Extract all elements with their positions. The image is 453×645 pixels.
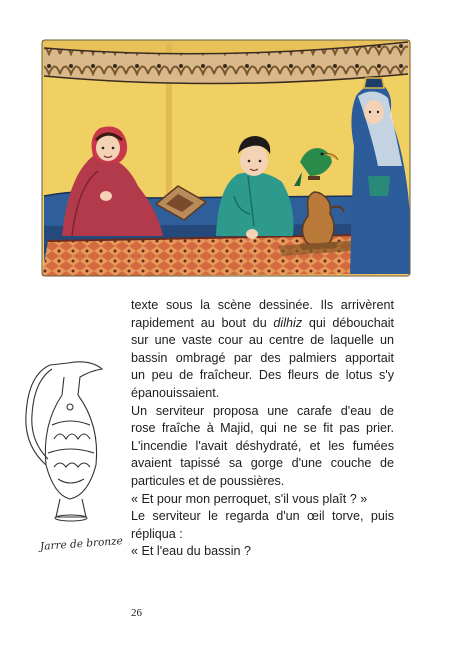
text-run: texte sous la scène dessinée. Ils arrivèrent (131, 298, 394, 312)
page-number: 26 (131, 607, 142, 619)
text-run: rapidement au bout du (131, 315, 274, 330)
text-run: « Et pour mon perroquet, s'il vous plaît ? » (131, 491, 368, 506)
text-line (131, 367, 394, 385)
text-line (131, 455, 394, 473)
text-line (131, 315, 394, 333)
sketch-caption: Jarre de bronze (39, 535, 124, 553)
text-run: avaient tapissé sa gorge d'une couche de (131, 456, 394, 471)
text-run: Un serviteur proposa une carafe d'eau de (131, 403, 394, 418)
text-run: sur une vaste cour au centre de laquelle un (131, 333, 394, 348)
text-line (131, 403, 394, 421)
palace-courtyard-illustration (38, 36, 414, 280)
text-run: répliqua : (131, 526, 183, 541)
text-run: qui débouchait (302, 315, 394, 330)
text-run: bassin ombragé par des palmiers apportait (131, 350, 394, 365)
text-line (131, 526, 394, 544)
text-line (131, 473, 394, 491)
text-line (131, 438, 394, 456)
text-run: particules et de poussières. (131, 473, 285, 488)
text-line (131, 420, 394, 438)
text-line (131, 297, 394, 315)
text-line (131, 491, 394, 509)
text-line (131, 385, 394, 403)
text-line (131, 543, 394, 561)
text-run: un peu de fraîcheur. Des fleurs de lotus s'y (131, 368, 394, 383)
italic-term: dilhiz (273, 315, 303, 330)
bronze-ewer-sketch-icon (20, 355, 120, 535)
body-text (131, 297, 394, 561)
text-run: épanouissaient. (131, 385, 220, 400)
text-line (131, 508, 394, 526)
text-run: L'incendie l'avait déshydraté, et les fumées (131, 438, 394, 453)
text-line (131, 350, 394, 368)
text-run: « Et l'eau du bassin ? (131, 544, 252, 559)
text-run: Le serviteur le regarda d'un œil torve, puis (131, 509, 394, 524)
text-line (131, 332, 394, 350)
text-run: rose fraîche à Majid, qui ne se fit pas prier. (131, 421, 394, 436)
